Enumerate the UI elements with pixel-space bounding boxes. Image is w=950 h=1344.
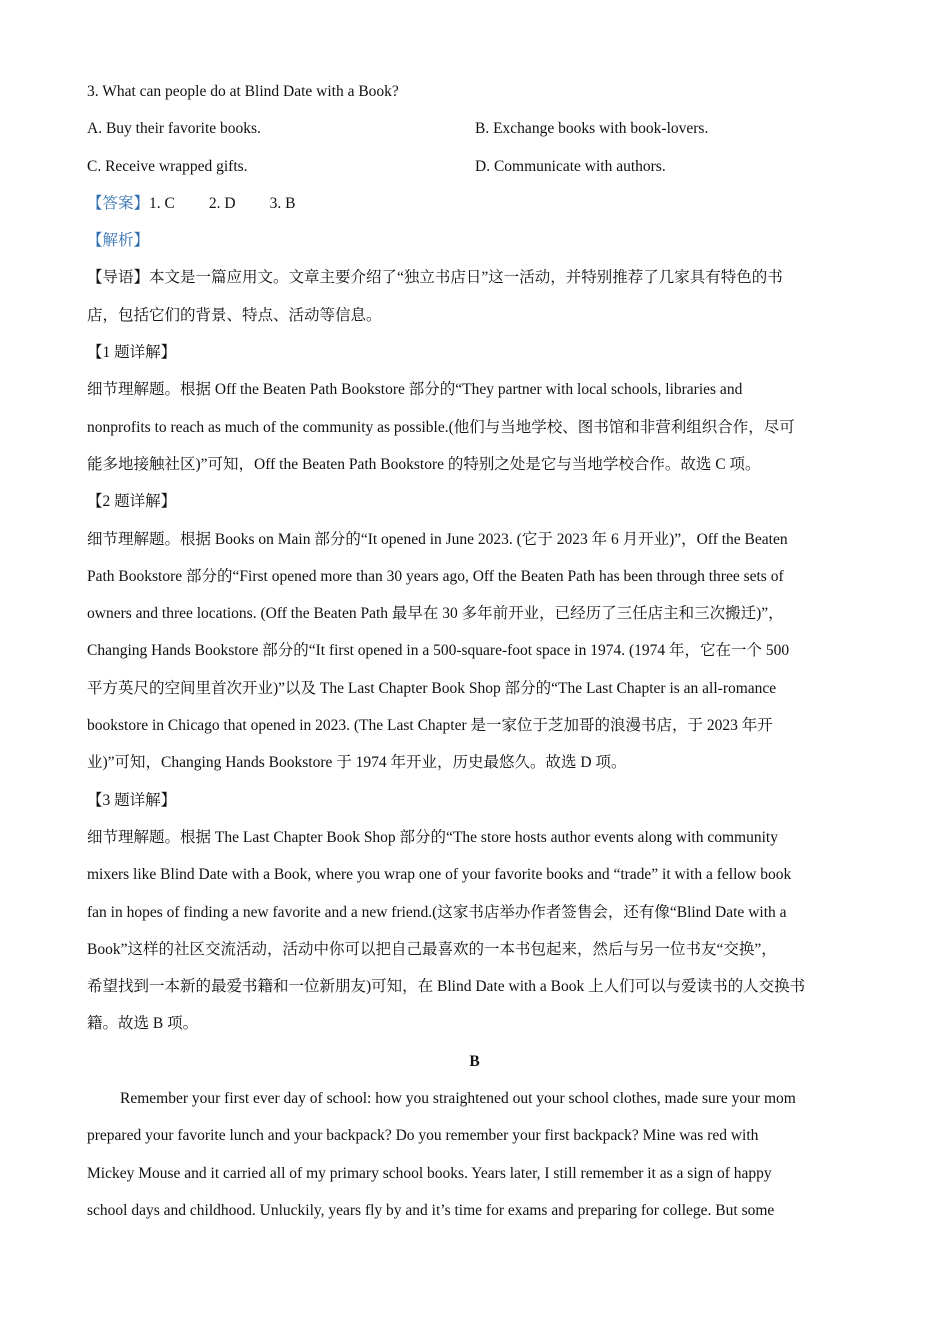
option-d: D. Communicate with authors.	[475, 157, 666, 175]
q2-detail-line-4: Changing Hands Bookstore 部分的“It first opened in a 500-square-foot space in 1974. (1974 年，它在一个 500	[87, 642, 790, 660]
question-3-stem: 3. What can people do at Blind Date with a Book?	[87, 83, 399, 100]
passage-b-line-1: Remember your first ever day of school: how you straightened out your school clothes, made sure your mom	[120, 1090, 796, 1108]
q1-detail-heading: 【1 题详解】	[87, 344, 177, 362]
q3-detail-line-1: 细节理解题。根据 The Last Chapter Book Shop 部分的“The store hosts author events along with community	[87, 828, 778, 846]
q3-detail-heading: 【3 题详解】	[87, 791, 177, 809]
q3-detail-line-3: fan in hopes of finding a new favorite and a new friend.(这家书店举办作者签售会，还有像“Blind Date with a	[87, 903, 787, 921]
q3-detail-line-2: mixers like Blind Date with a Book, where you wrap one of your favorite books and “trade” it with a fellow book	[87, 866, 792, 884]
passage-b-line-4: school days and childhood. Unluckily, years fly by and it’s time for exams and preparing for college. But some	[87, 1201, 775, 1219]
q3-detail-line-5: 希望找到一本新的最爱书籍和一位新朋友)可知，在 Blind Date with a Book 上人们可以与爱读书的人交换书	[87, 978, 806, 996]
q2-detail-heading: 【2 题详解】	[87, 493, 177, 511]
answer-2: 2. D	[208, 194, 236, 212]
passage-b-line-3: Mickey Mouse and it carried all of my primary school books. Years later, I still remember it as a sign of happy	[87, 1164, 772, 1182]
q1-detail-line-3: 能多地接触社区)”可知，Off the Beaten Path Bookstore 的特别之处是它与当地学校合作。故选 C 项。	[87, 455, 761, 473]
passage-b-line-2: prepared your favorite lunch and your backpack? Do you remember your first backpack? Mine was red with	[87, 1127, 759, 1145]
analysis-line-2: 店，包括它们的背景、特点、活动等信息。	[87, 306, 382, 324]
answer-line	[87, 192, 867, 229]
q2-detail-line-5: 平方英尺的空间里首次开业)”以及 The Last Chapter Book Shop 部分的“The Last Chapter is an all-romance	[87, 679, 777, 697]
document-content	[87, 80, 867, 1236]
analysis-line-1: 【导语】本文是一篇应用文。文章主要介绍了“独立书店日”这一活动，并特别推荐了几家具有特色的书	[87, 269, 783, 287]
q1-detail-line-2: nonprofits to reach as much of the community as possible.(他们与当地学校、图书馆和非营利组织合作，尽可	[87, 418, 795, 436]
analysis-label: 【解析】	[87, 232, 150, 250]
q2-detail-line-7: 业)”可知，Changing Hands Bookstore 于 1974 年开业，历史最悠久。故选 D 项。	[87, 754, 627, 772]
section-b-title: B	[469, 1052, 480, 1070]
q1-detail-line-1: 细节理解题。根据 Off the Beaten Path Bookstore 部分的“They partner with local schools, libraries and	[87, 381, 743, 399]
question-3-options-row-1	[87, 117, 867, 154]
option-b: B. Exchange books with book-lovers.	[475, 120, 709, 138]
option-c: C. Receive wrapped gifts.	[87, 157, 248, 175]
q2-detail-line-3: owners and three locations. (Off the Beaten Path 最早在 30 多年前开业，已经历了三任店主和三次搬迁)”，	[87, 605, 784, 623]
q3-detail-line-4: Book”这样的社区交流活动，活动中你可以把自己最喜欢的一本书包起来，然后与另一位书友“交换”，	[87, 940, 777, 958]
q2-detail-line-6: bookstore in Chicago that opened in 2023. (The Last Chapter 是一家位于芝加哥的浪漫书店，于 2023 年开	[87, 717, 773, 735]
option-a: A. Buy their favorite books.	[87, 120, 261, 138]
q3-detail-line-6: 籍。故选 B 项。	[87, 1015, 199, 1033]
answer-3: 3. B	[269, 194, 296, 212]
question-3-options-row-2	[87, 155, 867, 192]
q2-detail-line-1: 细节理解题。根据 Books on Main 部分的“It opened in June 2023. (它于 2023 年 6 月开业)”，Off the Beaten	[87, 530, 788, 548]
q2-detail-line-2: Path Bookstore 部分的“First opened more than 30 years ago, Off the Beaten Path has been through three sets of	[87, 567, 784, 585]
answer-1: 1. C	[149, 194, 175, 212]
answer-label: 【答案】	[87, 194, 150, 212]
